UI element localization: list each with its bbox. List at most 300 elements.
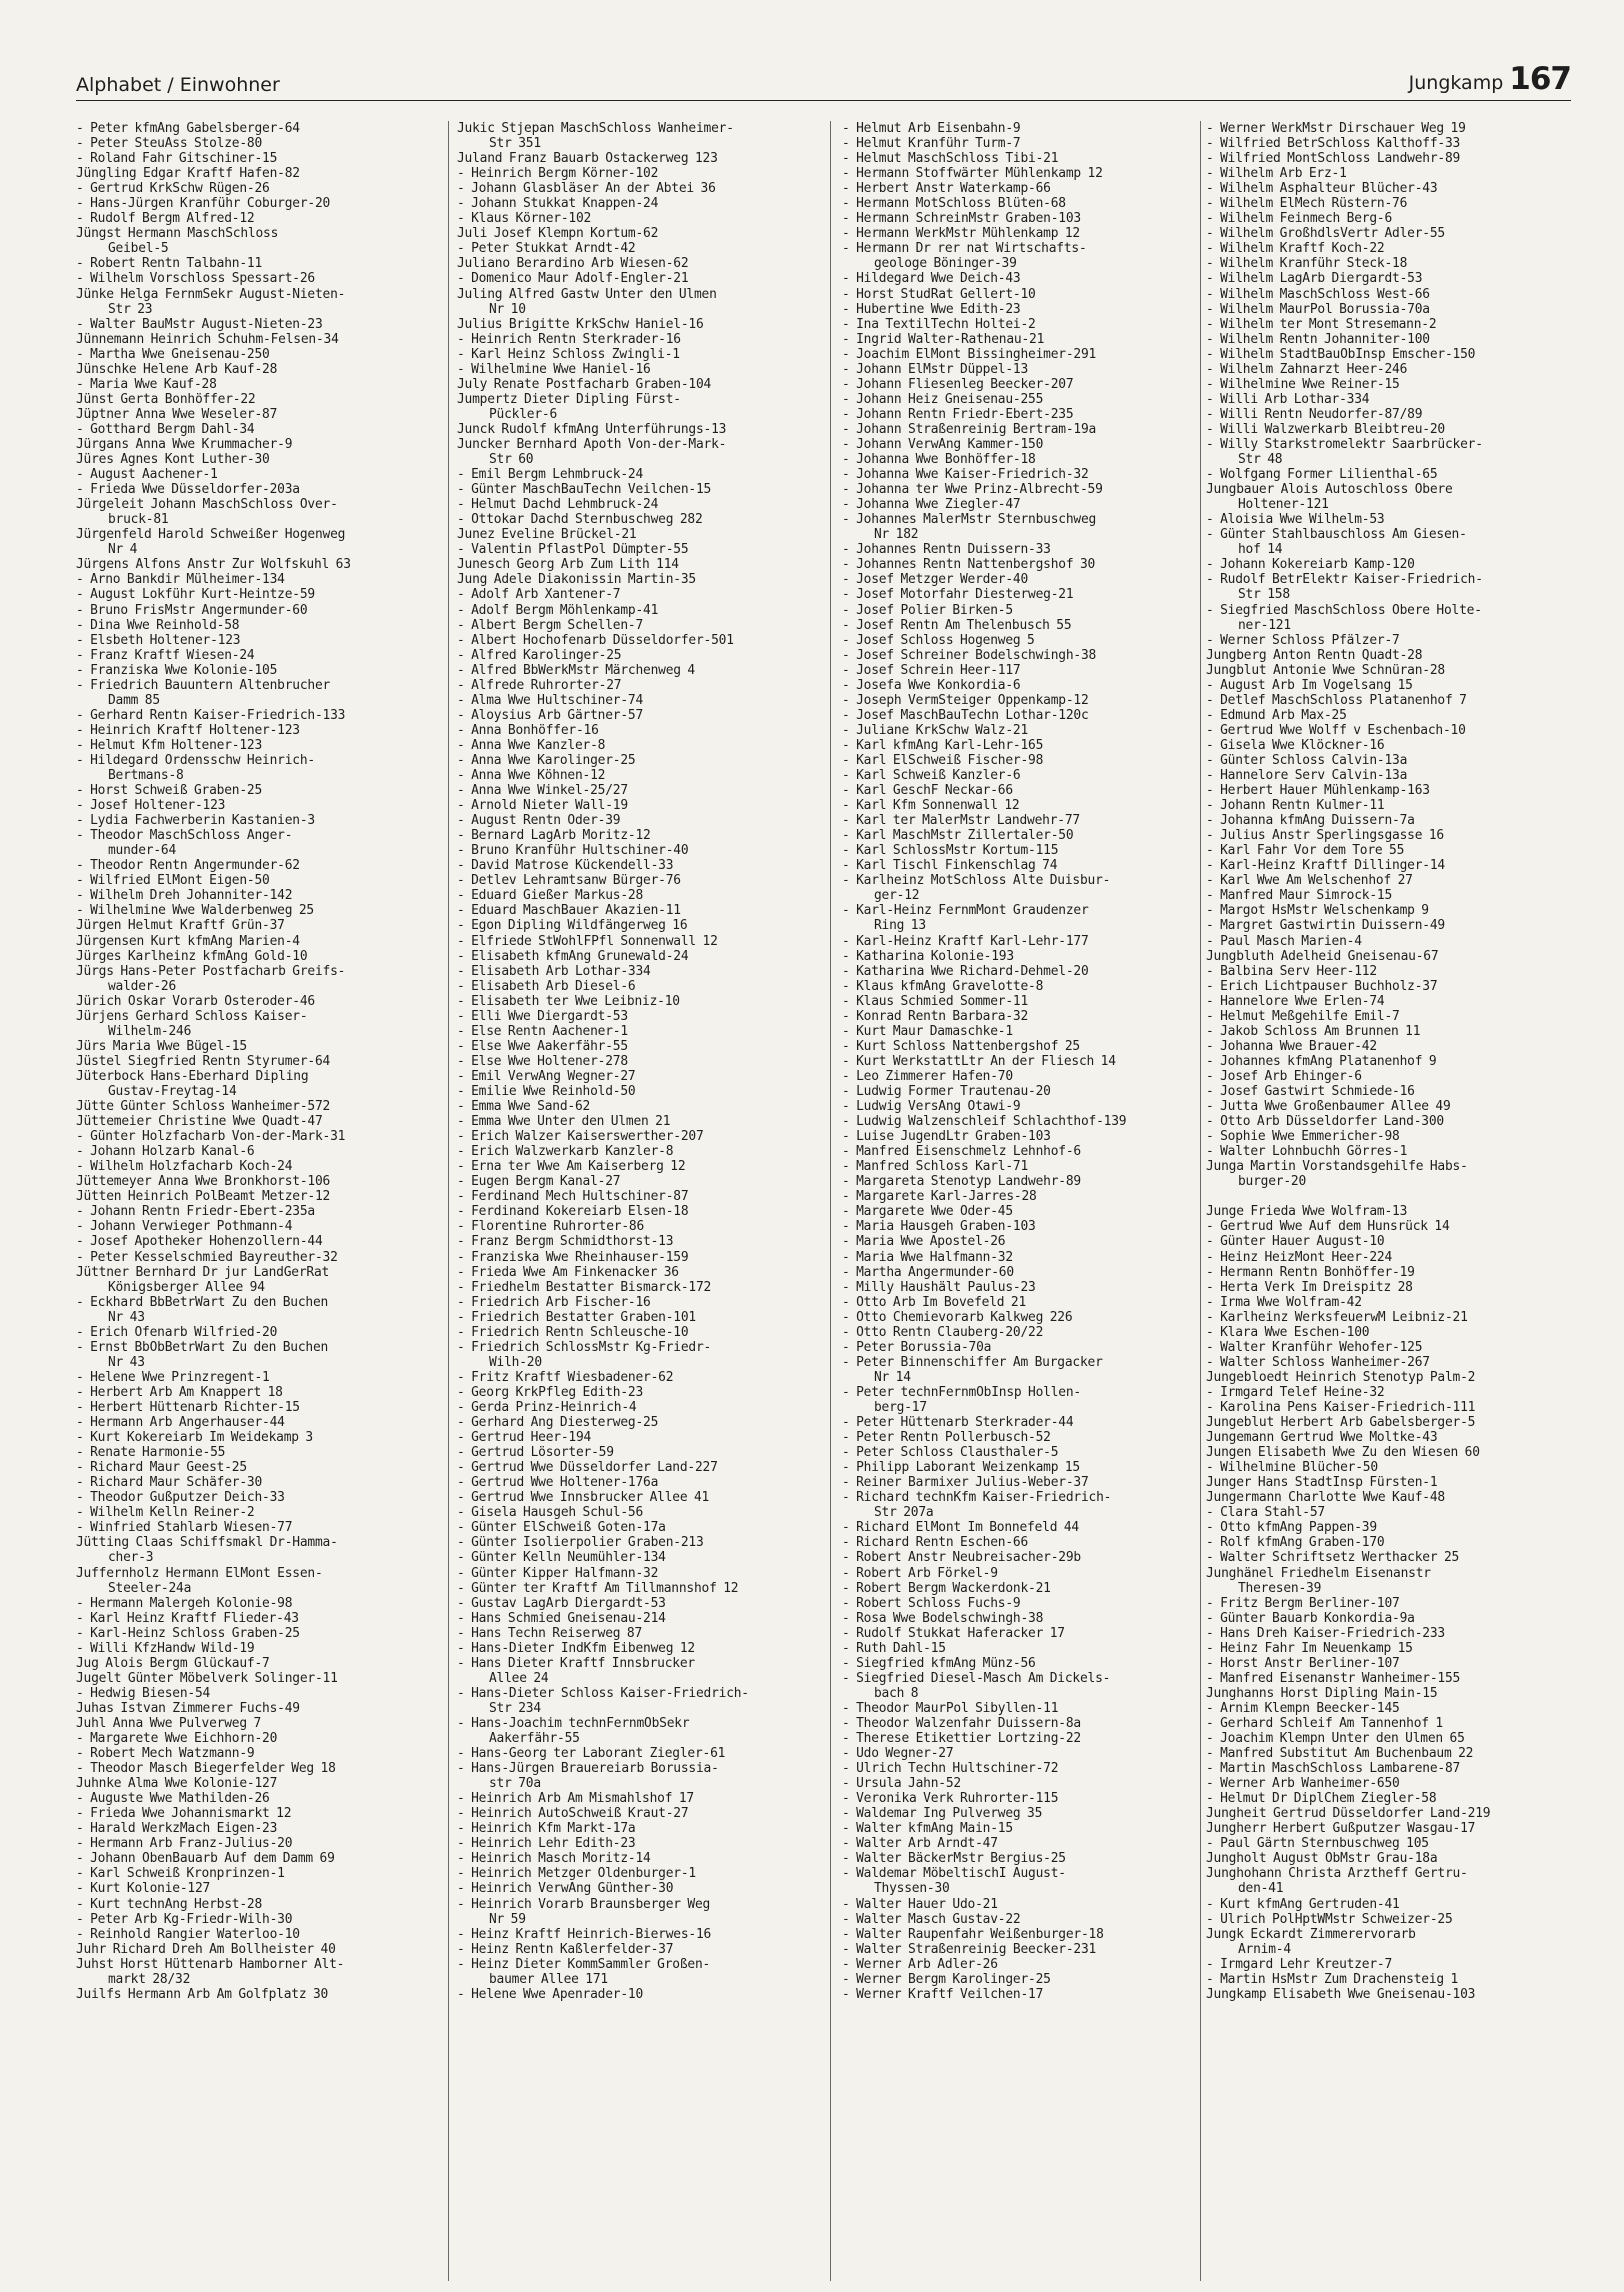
directory-entry: - Wilhelm Kranführ Steck-18	[1206, 256, 1408, 272]
directory-entry: - Joachim ElMont Bissingheimer-291	[842, 346, 1097, 362]
directory-entry: - Wilhelm Vorschloss Spessart-26	[76, 271, 315, 287]
directory-entry: - Bruno Kranführ Hultschiner-40	[457, 843, 689, 859]
directory-entry: Juli Josef Klempn Kortum-62	[457, 226, 659, 242]
directory-entry: - Elli Wwe Diergardt-53	[457, 1008, 628, 1024]
page-number: 167	[1509, 61, 1571, 97]
directory-entry: - Theodor Walzenfahr Duissern-8a	[842, 1715, 1081, 1731]
directory-entry: - Robert Anstr Neubreisacher-29b	[842, 1550, 1081, 1566]
directory-entry: - Edmund Arb Max-25	[1206, 707, 1347, 723]
directory-entry: Jugelt Günter Möbelverk Solinger-11	[76, 1670, 338, 1686]
directory-entry: - Johanna Wwe Brauer-42	[1206, 1038, 1377, 1054]
directory-entry: - Valentin PflastPol Dümpter-55	[457, 542, 689, 558]
directory-entry: - Wilhelmine Wwe Walderbenweg 25	[76, 903, 314, 919]
directory-entry: - Wilhelm ElMech Rüstern-76	[1206, 196, 1408, 212]
directory-entry: - Margareta Stenotyp Landwehr-89	[842, 1174, 1081, 1190]
directory-entry: - Heinz Rentn Kaßlerfelder-37	[457, 1941, 674, 1957]
directory-entry: - Hans-Jürgen Kranführ Coburger-20	[76, 196, 331, 212]
directory-entry: Jungermann Charlotte Wwe Kauf-48	[1206, 1490, 1445, 1506]
directory-entry: Jungeblut Herbert Arb Gabelsberger-5	[1206, 1415, 1476, 1431]
directory-entry: - Heinz HeizMont Heer-224	[1206, 1249, 1393, 1265]
directory-entry: - Johann Rentn Kulmer-11	[1206, 798, 1385, 814]
directory-entry: - Günter Isolierpolier Graben-213	[457, 1535, 704, 1551]
directory-entry: - Johann Kokereiarb Kamp-120	[1206, 557, 1415, 573]
directory-entry: - Josef Schloss Hogenweg 5	[842, 632, 1035, 648]
directory-entry: ger-12	[874, 888, 920, 904]
column-rule	[830, 121, 831, 2281]
directory-entry: - Walter BauMstr August-Nieten-23	[76, 316, 323, 332]
directory-entry: - Milly Haushält Paulus-23	[842, 1279, 1036, 1295]
directory-entry: Str 351	[489, 136, 541, 152]
directory-entry: - Wilhelm MaurPol Borussia-70a	[1206, 301, 1430, 317]
directory-entry: Arnim-4	[1238, 1941, 1291, 1957]
directory-entry: Juilfs Hermann Arb Am Golfplatz 30	[76, 1986, 329, 2002]
directory-entry: Junghohann Christa Arztheff Gertru-	[1206, 1866, 1468, 1882]
directory-entry: - Helene Wwe Apenrader-10	[457, 1986, 644, 2002]
directory-entry: - Klaus Körner-102	[457, 211, 592, 227]
directory-entry: - Gerhard Schleif Am Tannenhof 1	[1206, 1715, 1443, 1731]
directory-entry: - Bruno FrisMstr Angermunder-60	[76, 602, 308, 618]
directory-entry: Str 23	[108, 301, 153, 317]
directory-entry: - Emma Wwe Unter den Ulmen 21	[457, 1114, 671, 1130]
catchword: Jungkamp	[1408, 72, 1504, 94]
directory-entry: - Anna Wwe Kanzler-8	[457, 737, 606, 753]
directory-entry: - Walter Masch Gustav-22	[842, 1911, 1021, 1927]
directory-entry: - Florentine Ruhrorter-86	[457, 1219, 645, 1235]
directory-entry: Theresen-39	[1238, 1580, 1322, 1596]
directory-entry: - Harald WerkzMach Eigen-23	[76, 1821, 278, 1837]
directory-entry: - Karl Wwe Am Welschenhof 27	[1206, 873, 1413, 889]
directory-entry: - Horst Schweiß Graben-25	[76, 783, 263, 799]
directory-entry: Juhr Richard Dreh Am Bollheister 40	[76, 1941, 336, 1957]
directory-entry: - August Arb Im Vogelsang 15	[1206, 677, 1413, 693]
directory-entry: - Jutta Wwe Großenbaumer Allee 49	[1206, 1099, 1451, 1115]
directory-entry: - Wilhelm Asphalteur Blücher-43	[1206, 181, 1438, 197]
directory-entry: munder-64	[108, 843, 177, 859]
directory-entry: - Emil VerwAng Wegner-27	[457, 1068, 636, 1084]
directory-entry: - Herta Verk Im Dreispitz 28	[1206, 1279, 1413, 1295]
directory-entry: - Walter Straßenreinig Beecker-231	[842, 1941, 1097, 1957]
directory-entry: - Margarete Wwe Oder-45	[842, 1204, 1013, 1220]
directory-entry: - Günter Kelln Neumühler-134	[457, 1550, 666, 1566]
directory-entry: - Günter Stahlbauschloss Am Giesen-	[1206, 527, 1467, 543]
directory-entry: - Karl Fahr Vor dem Tore 55	[1206, 843, 1405, 859]
directory-entry: - Josef MaschBauTechn Lothar-120c	[842, 707, 1089, 723]
directory-entry: - Hans Dreh Kaiser-Friedrich-233	[1206, 1625, 1445, 1641]
directory-entry: - Johann ObenBauarb Auf dem Damm 69	[76, 1851, 335, 1867]
directory-entry: - Robert Rentn Talbahn-11	[76, 256, 263, 272]
directory-entry: Junghänel Friedhelm Eisenanstr	[1206, 1565, 1431, 1581]
directory-entry: Junge Frieda Wwe Wolfram-13	[1206, 1204, 1408, 1220]
directory-entry: - Heinrich Masch Moritz-14	[457, 1851, 651, 1867]
directory-entry: - Hermann Stoffwärter Mühlenkamp 12	[842, 166, 1103, 182]
directory-entry: - Günter Hauer August-10	[1206, 1234, 1385, 1250]
directory-entry: - Helmut Dachd Lehmbruck-24	[457, 497, 659, 513]
column-rule	[1200, 121, 1201, 2281]
directory-entry: - Peter Schloss Clausthaler-5	[842, 1445, 1059, 1461]
directory-entry: - Margarete Wwe Eichhorn-20	[76, 1731, 278, 1747]
directory-entry: - Erich Lichtpauser Buchholz-37	[1206, 978, 1438, 994]
directory-entry: Nr 10	[489, 301, 526, 317]
directory-entry: - Helmut Kranführ Turm-7	[842, 136, 1021, 152]
directory-entry: - Wilhelmine Blücher-50	[1206, 1460, 1378, 1476]
directory-entry: - Waldemar MöbeltischI August-	[842, 1866, 1066, 1882]
directory-column-1	[76, 121, 438, 2281]
directory-entry: - Arnold Nieter Wall-19	[457, 798, 628, 814]
directory-entry: - Siegfried MaschSchloss Obere Holte-	[1206, 602, 1482, 618]
directory-entry: - Peter kfmAng Gabelsberger-64	[76, 121, 300, 136]
directory-entry: - Gerda Prinz-Heinrich-4	[457, 1399, 637, 1415]
directory-entry: - Karl-Heinz FernmMont Graudenzer	[842, 903, 1089, 919]
directory-entry: Jüttemeyer Anna Wwe Bronkhorst-106	[76, 1174, 331, 1190]
directory-entry: Juhst Horst Hüttenarb Hamborner Alt-	[76, 1956, 345, 1972]
directory-entry: Jürjens Gerhard Schloss Kaiser-	[76, 1008, 308, 1024]
directory-entry: - Kurt Kokereiarb Im Weidekamp 3	[76, 1430, 313, 1446]
directory-entry: - Maria Wwe Kauf-28	[76, 376, 217, 392]
directory-entry: Wilhelm-246	[108, 1023, 192, 1039]
directory-entry: Jünke Helga FernmSekr August-Nieten-	[76, 286, 346, 302]
directory-entry: - Ruth Dahl-15	[842, 1640, 946, 1656]
directory-entry: - Günter Bauarb Konkordia-9a	[1206, 1610, 1415, 1626]
directory-entry: - Ottokar Dachd Sternbuschweg 282	[457, 512, 703, 528]
directory-entry: Juhas Istvan Zimmerer Fuchs-49	[76, 1700, 300, 1716]
directory-entry: - Franz Bergm Schmidthorst-13	[457, 1234, 674, 1250]
page-header	[76, 60, 1571, 101]
directory-entry: - Aloisia Wwe Wilhelm-53	[1206, 512, 1385, 528]
directory-entry: - Katharina Kolonie-193	[842, 948, 1014, 964]
directory-entry: - Josef Rentn Am Thelenbusch 55	[842, 617, 1072, 633]
directory-entry: - Josef Polier Birken-5	[842, 602, 1013, 618]
directory-entry: - Martin MaschSchloss Lambarene-87	[1206, 1761, 1461, 1777]
directory-entry: - Wilfried BetrSchloss Kalthoff-33	[1206, 136, 1461, 152]
directory-entry: - Willi Arb Lothar-334	[1206, 391, 1370, 407]
directory-entry: Thyssen-30	[874, 1881, 950, 1897]
directory-entry: - Wilhelm Dreh Johanniter-142	[76, 888, 293, 904]
directory-entry: - Anna Wwe Köhnen-12	[457, 768, 606, 784]
directory-entry: - Emil Bergm Lehmbruck-24	[457, 467, 644, 483]
directory-entry: - Karl-Heinz Kraftf Dillinger-14	[1206, 858, 1445, 874]
directory-entry: Junesch Georg Arb Zum Lith 114	[457, 557, 679, 573]
directory-entry: - Elfriede StWohlFPfl Sonnenwall 12	[457, 933, 718, 949]
directory-entry: - Heinrich Metzger Oldenburger-1	[457, 1866, 696, 1882]
directory-entry: - Werner Bergm Karolinger-25	[842, 1971, 1051, 1987]
directory-entry: - Maria Wwe Apostel-26	[842, 1234, 1006, 1250]
directory-entry: - Heinrich Bergm Körner-102	[457, 166, 659, 182]
directory-entry: - Maria Hausgeh Graben-103	[842, 1219, 1036, 1235]
directory-entry: - Richard technKfm Kaiser-Friedrich-	[842, 1490, 1112, 1506]
directory-entry: - Frieda Wwe Düsseldorfer-203a	[76, 482, 300, 498]
directory-entry: Allee 24	[489, 1670, 549, 1686]
directory-entry: - Wilhelm Zahnarzt Heer-246	[1206, 361, 1408, 377]
directory-entry: - Josef Motorfahr Diesterweg-21	[842, 587, 1074, 603]
directory-entry: - Peter Binnenschiffer Am Burgacker	[842, 1354, 1103, 1370]
directory-entry: - Kurt Kolonie-127	[76, 1881, 211, 1897]
directory-entry: - Hedwig Biesen-54	[76, 1685, 211, 1701]
directory-entry: Nr 59	[489, 1911, 526, 1927]
directory-entry: - Anna Wwe Winkel-25/27	[457, 783, 628, 799]
directory-entry: - Robert Mech Watzmann-9	[76, 1746, 255, 1762]
directory-entry: - Frieda Wwe Am Finkenacker 36	[457, 1264, 679, 1280]
directory-entry: - Karl-Heinz Schloss Graben-25	[76, 1625, 300, 1641]
directory-entry: - Hans-Joachim technFernmObSekr	[457, 1715, 690, 1731]
directory-entry: Juliano Berardino Arb Wiesen-62	[457, 256, 689, 272]
directory-entry: Jungkamp Elisabeth Wwe Gneisenau-103	[1206, 1986, 1476, 2002]
directory-entry: - Ulrich Techn Hultschiner-72	[842, 1761, 1059, 1777]
directory-entry: - Paul Gärtn Sternbuschweg 105	[1206, 1836, 1429, 1852]
directory-entry: - Eduard Gießer Markus-28	[457, 888, 644, 904]
directory-entry: - Wilfried MontSchloss Landwehr-89	[1206, 151, 1461, 167]
directory-entry: - Theodor Masch Biegerfelder Weg 18	[76, 1761, 336, 1777]
directory-entry: - Heinrich Vorarb Braunsberger Weg	[457, 1896, 711, 1912]
directory-entry: - Renate Harmonie-55	[76, 1445, 226, 1461]
directory-entry: - Wilhelm ter Mont Stresemann-2	[1206, 316, 1437, 332]
directory-entry: - Günter Kipper Halfmann-32	[457, 1565, 659, 1581]
directory-entry: - Clara Stahl-57	[1206, 1505, 1325, 1521]
directory-entry: - Paul Masch Marien-4	[1206, 933, 1362, 949]
directory-entry: Damm 85	[108, 692, 160, 708]
directory-entry: - Helene Wwe Prinzregent-1	[76, 1369, 270, 1385]
directory-entry: - Herbert Arb Am Knappert 18	[76, 1384, 283, 1400]
directory-entry: - Hermann Malergeh Kolonie-98	[76, 1595, 293, 1611]
directory-entry: - Klaus Schmied Sommer-11	[842, 993, 1029, 1009]
directory-entry: - Sophie Wwe Emmericher-98	[1206, 1129, 1400, 1145]
directory-entry: cher-3	[108, 1550, 154, 1566]
directory-entry: - Martha Angermunder-60	[842, 1264, 1014, 1280]
directory-entry: - Eckhard BbBetrWart Zu den Buchen	[76, 1294, 329, 1310]
directory-entry: - Walter Schloss Wanheimer-267	[1206, 1354, 1430, 1370]
directory-entry: - Walter Schriftsetz Werthacker 25	[1206, 1550, 1460, 1566]
directory-entry: - Wilhelm Kelln Reiner-2	[76, 1505, 255, 1521]
directory-entry: hof 14	[1238, 542, 1283, 558]
directory-entry: - Wilhelm Kraftf Koch-22	[1206, 241, 1385, 257]
directory-entry: Jünschke Helene Arb Kauf-28	[76, 361, 278, 377]
directory-entry: - Werner Arb Adler-26	[842, 1956, 998, 1972]
directory-entry: - Domenico Maur Adolf-Engler-21	[457, 271, 689, 287]
directory-entry: - Karlheinz WerksfeuerwM Leibniz-21	[1206, 1309, 1468, 1325]
directory-entry: - Hans Techn Reiserweg 87	[457, 1625, 643, 1641]
directory-entry: - Gertrud Heer-194	[457, 1430, 592, 1446]
directory-entry: Jütte Günter Schloss Wanheimer-572	[76, 1099, 331, 1115]
directory-entry: - Egon Dipling Wildfängerweg 16	[457, 918, 688, 934]
directory-entry: bruck-81	[108, 512, 169, 528]
directory-entry: - Karl Kfm Sonnenwall 12	[842, 798, 1020, 814]
directory-entry: - David Matrose Kückendell-33	[457, 858, 674, 874]
directory-entry: Jürgs Hans-Peter Postfacharb Greifs-	[76, 963, 346, 979]
directory-entry: - Siegfried kfmAng Münz-56	[842, 1655, 1036, 1671]
directory-entry: - Rudolf Bergm Alfred-12	[76, 211, 255, 227]
directory-entry: - Eduard MaschBauer Akazien-11	[457, 903, 681, 919]
directory-entry: Jürs Maria Wwe Bügel-15	[76, 1038, 247, 1054]
directory-entry: - Johann VerwAng Kammer-150	[842, 436, 1044, 452]
directory-entry: - Fritz Kraftf Wiesbadener-62	[457, 1369, 674, 1385]
directory-entry: Juffernholz Hermann ElMont Essen-	[76, 1565, 323, 1581]
directory-entry: - Johann Straßenreinig Bertram-19a	[842, 421, 1097, 437]
directory-entry: - Elisabeth Arb Diesel-6	[457, 978, 636, 994]
directory-entry: - Josef Metzger Werder-40	[842, 572, 1029, 588]
directory-entry: - Wilhelm Rentn Johanniter-100	[1206, 331, 1430, 347]
directory-entry: - August Rentn Oder-39	[457, 813, 621, 829]
directory-entry: - Friedrich Bestatter Graben-101	[457, 1309, 696, 1325]
directory-entry: Str 158	[1238, 587, 1290, 603]
directory-entry: - Jakob Schloss Am Brunnen 11	[1206, 1023, 1421, 1039]
directory-entry: - Werner Schloss Pfälzer-7	[1206, 632, 1400, 648]
directory-entry: - Siegfried Diesel-Masch Am Dickels-	[842, 1670, 1111, 1686]
directory-entry: - Walter Hauer Udo-21	[842, 1896, 998, 1912]
directory-entry: - Hildegard Wwe Deich-43	[842, 271, 1021, 287]
directory-entry: - Karolina Pens Kaiser-Friedrich-111	[1206, 1399, 1476, 1415]
directory-entry: - Leo Zimmerer Hafen-70	[842, 1068, 1013, 1084]
directory-entry: - Ina TextilTechn Holtei-2	[842, 316, 1036, 332]
directory-entry: - Horst Anstr Berliner-107	[1206, 1655, 1400, 1671]
directory-entry: - Josef Schreiner Bodelschwingh-38	[842, 647, 1097, 663]
directory-entry: - Robert Arb Förkel-9	[842, 1565, 998, 1581]
directory-entry: - Richard Rentn Eschen-66	[842, 1535, 1029, 1551]
directory-entry: Jung Adele Diakonissin Martin-35	[457, 572, 696, 588]
directory-entry: - Friedhelm Bestatter Bismarck-172	[457, 1279, 712, 1295]
directory-entry: - Hans Dieter Kraftf Innsbrucker	[457, 1655, 695, 1671]
directory-entry: - Manfred Maur Simrock-15	[1206, 888, 1393, 904]
column-rule	[448, 121, 449, 2281]
directory-entry: - Else Wwe Holtener-278	[457, 1053, 628, 1069]
directory-entry: - Roland Fahr Gitschiner-15	[76, 151, 278, 167]
directory-entry: burger-20	[1238, 1174, 1307, 1190]
directory-entry: Jürgans Anna Wwe Krummacher-9	[76, 436, 293, 452]
directory-entry: Bertmans-8	[108, 768, 184, 784]
directory-entry: Jukic Stjepan MaschSchloss Wanheimer-	[457, 121, 734, 136]
directory-entry: - Hildegard Ordensschw Heinrich-	[76, 752, 315, 768]
directory-entry: - Philipp Laborant Weizenkamp 15	[842, 1460, 1080, 1476]
directory-entry: - Hubertine Wwe Edith-23	[842, 301, 1021, 317]
directory-entry: Jungbluth Adelheid Gneisenau-67	[1206, 948, 1439, 964]
directory-entry: - Karl ter MalerMstr Landwehr-77	[842, 813, 1080, 829]
directory-entry: - Peter technFernmObInsp Hollen-	[842, 1384, 1081, 1400]
directory-entry: Jungblut Antonie Wwe Schnüran-28	[1206, 662, 1445, 678]
directory-entry: - Winfried Stahlarb Wiesen-77	[76, 1520, 293, 1536]
directory-entry: - Kurt Schloss Nattenbergshof 25	[842, 1038, 1080, 1054]
directory-entry: - Günter ter Kraftf Am Tillmannshof 12	[457, 1580, 739, 1596]
directory-entry: - Konrad Rentn Barbara-32	[842, 1008, 1029, 1024]
directory-entry: - Wilhelm Feinmech Berg-6	[1206, 211, 1393, 227]
directory-entry: - Dina Wwe Reinhold-58	[76, 617, 240, 633]
directory-entry: - Robert Schloss Fuchs-9	[842, 1595, 1021, 1611]
directory-entry: berg-17	[874, 1399, 927, 1415]
directory-entry: Junck Rudolf kfmAng Unterführungs-13	[457, 421, 727, 437]
running-head	[1409, 61, 1571, 97]
directory-entry: - Karlheinz MotSchloss Alte Duisbur-	[842, 873, 1111, 889]
directory-entry: - Friedrich Arb Fischer-16	[457, 1294, 651, 1310]
directory-entry: - Heinz Fahr Im Neuenkamp 15	[1206, 1640, 1413, 1656]
directory-entry: - Gotthard Bergm Dahl-34	[76, 421, 255, 437]
directory-entry: - Walter Lohnbuchh Görres-1	[1206, 1144, 1408, 1160]
directory-entry: - Heinrich VerwAng Günther-30	[457, 1881, 674, 1897]
directory-entry: - Auguste Wwe Mathilden-26	[76, 1791, 270, 1807]
directory-entry: - Wilhelm MaschSchloss West-66	[1206, 286, 1430, 302]
directory-entry: - Erich Walzer Kaiserswerther-207	[457, 1129, 704, 1145]
directory-entry: Jüterbock Hans-Eberhard Dipling	[76, 1068, 309, 1084]
directory-entry: Jüstel Siegfried Rentn Styrumer-64	[76, 1053, 331, 1069]
directory-column-4	[1206, 121, 1571, 2281]
directory-entry: - Alfred Karolinger-25	[457, 647, 622, 663]
directory-entry: - Manfred Schloss Karl-71	[842, 1159, 1029, 1175]
directory-entry: - Helmut MaschSchloss Tibi-21	[842, 151, 1059, 167]
directory-entry: - Hermann Dr rer nat Wirtschafts-	[842, 241, 1087, 257]
directory-entry: - Gisela Wwe Klöckner-16	[1206, 737, 1385, 753]
directory-entry: - Josef Arb Ehinger-6	[1206, 1068, 1362, 1084]
directory-entry: - Johann Heiz Gneisenau-255	[842, 391, 1044, 407]
directory-entry: - Ernst BbObBetrWart Zu den Buchen	[76, 1339, 329, 1355]
directory-entry: - Johannes Rentn Nattenbergshof 30	[842, 557, 1096, 573]
directory-entry: - Friedrich SchlossMstr Kg-Friedr-	[457, 1339, 712, 1355]
directory-entry: markt 28/32	[108, 1971, 191, 1987]
directory-entry: - Elisabeth ter Wwe Leibniz-10	[457, 993, 680, 1009]
directory-entry: - Ludwig Walzenschleif Schlachthof-139	[842, 1114, 1127, 1130]
directory-entry: Jungheit Gertrud Düsseldorfer Land-219	[1206, 1806, 1491, 1822]
directory-entry: - Willi Walzwerkarb Bleibtreu-20	[1206, 421, 1445, 437]
directory-entry: - Johann Verwieger Pothmann-4	[76, 1219, 293, 1235]
directory-entry: - Anna Wwe Karolinger-25	[457, 752, 636, 768]
directory-entry: - Johann Rentn Friedr-Ebert-235	[842, 406, 1074, 422]
directory-entry: - Karl GeschF Neckar-66	[842, 783, 1013, 799]
directory-entry: - Johanna Wwe Kaiser-Friedrich-32	[842, 467, 1089, 483]
directory-entry: Jug Alois Bergm Glückauf-7	[76, 1655, 270, 1671]
directory-entry: - Karl Heinz Kraftf Flieder-43	[76, 1610, 299, 1626]
directory-entry: - Ursula Jahn-52	[842, 1776, 961, 1792]
directory-entry: - Kurt technAng Herbst-28	[76, 1896, 263, 1912]
directory-entry: - Detlev Lehramtsanw Bürger-76	[457, 873, 681, 889]
directory-entry: Jüttemeier Christine Wwe Quadt-47	[76, 1114, 323, 1130]
directory-entry: - Gustav LagArb Diergardt-53	[457, 1595, 666, 1611]
directory-entry: - Erich Ofenarb Wilfried-20	[76, 1324, 278, 1340]
directory-entry: - Heinrich Rentn Sterkrader-16	[457, 331, 681, 347]
directory-entry: Gustav-Freytag-14	[108, 1084, 237, 1099]
directory-entry: - Peter Borussia-70a	[842, 1339, 992, 1355]
directory-entry: - Robert Bergm Wackerdonk-21	[842, 1580, 1051, 1596]
directory-entry: - Georg KrkPfleg Edith-23	[457, 1384, 644, 1400]
directory-entry: - Hans-Jürgen Brauereiarb Borussia-	[457, 1761, 719, 1777]
directory-entry: - Erich Walzwerkarb Kanzler-8	[457, 1144, 674, 1160]
directory-entry: - Peter Stukkat Arndt-42	[457, 241, 636, 257]
directory-entry: - Katharina Wwe Richard-Dehmel-20	[842, 963, 1089, 979]
directory-entry: str 70a	[489, 1776, 541, 1792]
directory-entry: - Elsbeth Holtener-123	[76, 632, 241, 648]
directory-entry: - Wilhelm StadtBauObInsp Emscher-150	[1206, 346, 1476, 362]
directory-entry: - Karl SchlossMstr Kortum-115	[842, 843, 1059, 859]
directory-entry: - Karl Heinz Schloss Zwingli-1	[457, 346, 680, 362]
directory-entry: - Otto Chemievorarb Kalkweg 226	[842, 1309, 1073, 1325]
directory-entry: - Irmgard Lehr Kreutzer-7	[1206, 1956, 1393, 1972]
directory-entry: - Peter Hüttenarb Sterkrader-44	[842, 1415, 1074, 1431]
directory-entry: - Alfred BbWerkMstr Märchenweg 4	[457, 662, 695, 678]
directory-entry: Str 234	[489, 1700, 541, 1716]
directory-entry: - Helmut Meßgehilfe Emil-7	[1206, 1008, 1400, 1024]
directory-entry: - Balbina Serv Heer-112	[1206, 963, 1377, 979]
directory-entry: ner-121	[1238, 617, 1291, 633]
directory-entry: - Ludwig Former Trautenau-20	[842, 1084, 1051, 1099]
directory-entry: - Erna ter Wwe Am Kaiserberg 12	[457, 1159, 686, 1175]
directory-entry: Jütten Heinrich PolBeamt Metzer-12	[76, 1189, 331, 1205]
directory-entry: - Otto kfmAng Pappen-39	[1206, 1520, 1377, 1536]
directory-entry: - Helmut Kfm Holtener-123	[76, 737, 263, 753]
directory-entry: Jünnemann Heinrich Schuhm-Felsen-34	[76, 331, 339, 347]
directory-entry: - Richard Maur Schäfer-30	[76, 1475, 263, 1491]
directory-entry: - Adolf Bergm Möhlenkamp-41	[457, 602, 659, 618]
directory-entry: - Walter Arb Arndt-47	[842, 1836, 998, 1852]
directory-entry: - Heinz Kraftf Heinrich-Bierwes-16	[457, 1926, 712, 1942]
directory-entry: - Eugen Bergm Kanal-27	[457, 1174, 621, 1190]
directory-entry: - Manfred Substitut Am Buchenbaum 22	[1206, 1746, 1474, 1762]
section-title: Alphabet / Einwohner	[76, 74, 280, 96]
directory-entry: Jürgeleit Johann MaschSchloss Over-	[76, 497, 338, 513]
directory-entry: Juling Alfred Gastw Unter den Ulmen	[457, 286, 717, 302]
